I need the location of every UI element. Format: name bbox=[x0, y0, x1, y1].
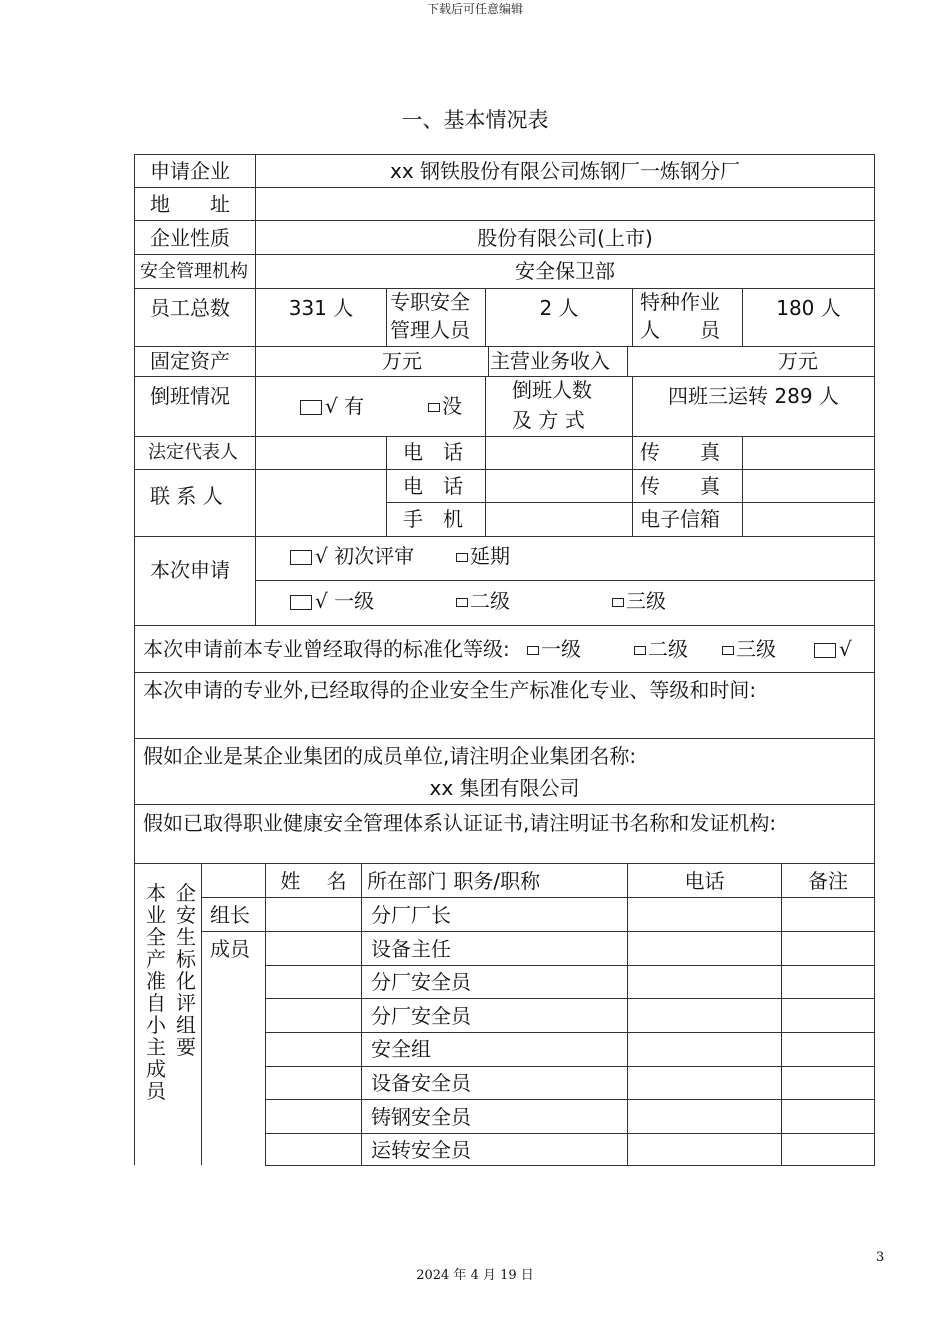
staff-total-label: 员工总数 bbox=[150, 296, 230, 320]
fixed-assets-unit: 万元 bbox=[382, 349, 422, 373]
checkbox-icon bbox=[456, 553, 468, 562]
special-op-label-1: 特种作业 bbox=[640, 290, 720, 314]
level-two-option[interactable]: 二级 bbox=[456, 589, 510, 613]
shift-label: 倒班情况 bbox=[150, 384, 230, 408]
team-role: 分厂厂长 bbox=[371, 903, 451, 927]
prior-one-option[interactable]: 一级 bbox=[527, 637, 581, 661]
checkbox-icon bbox=[456, 598, 468, 607]
team-header-phone: 电话 bbox=[684, 869, 725, 893]
shift-count-label-1: 倒班人数 bbox=[512, 378, 592, 402]
prior-none-option[interactable]: √ bbox=[814, 637, 852, 661]
legal-rep-label: 法定代表人 bbox=[148, 442, 238, 463]
mobile-label: 手 机 bbox=[403, 507, 463, 531]
footer-date: 2024 年 4 月 19 日 bbox=[416, 1268, 534, 1283]
special-op-label-2: 人 员 bbox=[640, 318, 720, 342]
checkbox-icon bbox=[290, 595, 312, 610]
team-role: 分厂安全员 bbox=[371, 1004, 471, 1028]
contact-label: 联 系 人 bbox=[150, 484, 223, 508]
legal-rep-phone-label: 电 话 bbox=[403, 440, 463, 464]
header-note: 下载后可任意编辑 bbox=[426, 2, 523, 16]
fulltime-safety-label-1: 专职安全 bbox=[390, 290, 470, 314]
main-income-label: 主营业务收入 bbox=[490, 349, 610, 373]
team-role: 铸钢安全员 bbox=[371, 1105, 471, 1129]
team-role: 设备安全员 bbox=[371, 1071, 471, 1095]
group-member-text: 假如企业是某企业集团的成员单位,请注明企业集团名称: bbox=[143, 744, 637, 768]
team-role: 分厂安全员 bbox=[371, 970, 471, 994]
team-side-label-col2: 企安生标化评组要 bbox=[176, 881, 196, 1059]
team-side-label-col1: 本业全产准自小主成员 bbox=[146, 881, 166, 1103]
checkbox-icon bbox=[814, 643, 836, 658]
level-one-option[interactable]: √ 一级 bbox=[290, 589, 374, 613]
level-three-option[interactable]: 三级 bbox=[612, 589, 666, 613]
other-standard-text: 本次申请的专业外,已经取得的企业安全生产标准化专业、等级和时间: bbox=[143, 678, 757, 702]
special-op-value: 180 人 bbox=[776, 296, 841, 320]
staff-total-value: 331 人 bbox=[288, 296, 354, 320]
team-role: 设备主任 bbox=[371, 937, 451, 961]
member-label: 成员 bbox=[210, 937, 250, 961]
team-role: 安全组 bbox=[371, 1037, 431, 1061]
team-role: 运转安全员 bbox=[371, 1138, 471, 1162]
first-review-option[interactable]: √ 初次评审 bbox=[290, 544, 414, 568]
fulltime-safety-label-2: 管理人员 bbox=[390, 318, 470, 342]
leader-label: 组长 bbox=[210, 903, 250, 927]
fulltime-safety-value: 2 人 bbox=[539, 296, 579, 320]
team-header-dept: 所在部门 职务/职称 bbox=[367, 869, 541, 893]
shift-count-value: 四班三运转 289 人 bbox=[668, 384, 839, 408]
safety-org-value: 安全保卫部 bbox=[515, 259, 615, 283]
team-header-remark: 备注 bbox=[808, 869, 848, 893]
shift-count-label-2: 及 方 式 bbox=[512, 408, 585, 432]
contact-fax-label: 传 真 bbox=[640, 474, 720, 498]
team-header-name: 姓 名 bbox=[280, 869, 347, 893]
checkbox-icon bbox=[722, 646, 734, 655]
prior-two-option[interactable]: 二级 bbox=[634, 637, 688, 661]
applicant-value: xx 钢铁股份有限公司炼钢厂一炼钢分厂 bbox=[389, 159, 741, 183]
email-label: 电子信箱 bbox=[640, 507, 720, 531]
shift-yes-option[interactable]: √ 有 bbox=[300, 394, 364, 418]
checkbox-icon bbox=[527, 646, 539, 655]
nature-value: 股份有限公司(上市) bbox=[477, 226, 653, 250]
safety-org-label: 安全管理机构 bbox=[140, 261, 248, 282]
extension-option[interactable]: 延期 bbox=[456, 544, 510, 568]
applicant-label: 申请企业 bbox=[150, 159, 230, 183]
page-title: 一、基本情况表 bbox=[401, 108, 549, 132]
group-name: xx 集团有限公司 bbox=[429, 776, 580, 800]
checkbox-icon bbox=[428, 403, 440, 412]
checkbox-icon bbox=[634, 646, 646, 655]
checkbox-icon bbox=[612, 598, 624, 607]
ohs-cert-text: 假如已取得职业健康安全管理体系认证证书,请注明证书名称和发证机构: bbox=[143, 811, 777, 835]
shift-no-option[interactable]: 没 bbox=[428, 394, 462, 418]
address-label: 地 址 bbox=[150, 192, 230, 216]
contact-phone-label: 电 话 bbox=[403, 474, 463, 498]
checkbox-icon bbox=[300, 400, 322, 415]
checkbox-icon bbox=[290, 550, 312, 565]
nature-label: 企业性质 bbox=[150, 226, 230, 250]
page-number: 3 bbox=[876, 1250, 885, 1265]
main-income-unit: 万元 bbox=[778, 349, 818, 373]
prior-level-text: 本次申请前本专业曾经取得的标准化等级: bbox=[143, 637, 510, 661]
legal-rep-fax-label: 传 真 bbox=[640, 440, 720, 464]
prior-three-option[interactable]: 三级 bbox=[722, 637, 776, 661]
this-application-label: 本次申请 bbox=[150, 558, 230, 582]
fixed-assets-label: 固定资产 bbox=[150, 349, 230, 373]
